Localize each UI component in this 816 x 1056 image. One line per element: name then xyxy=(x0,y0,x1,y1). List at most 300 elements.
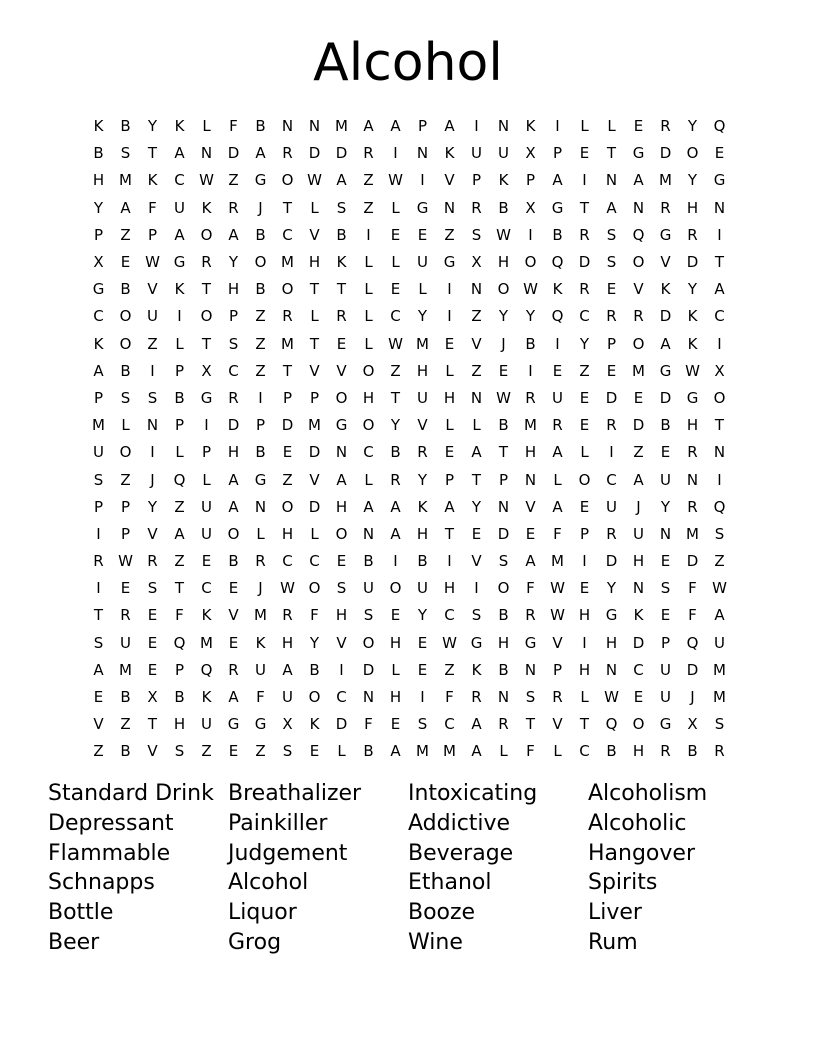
grid-letter: G xyxy=(524,633,537,652)
grid-letter: B xyxy=(120,688,131,707)
grid-letter: M xyxy=(308,416,321,435)
grid-row xyxy=(85,412,733,439)
grid-letter: S xyxy=(471,225,482,244)
grid-letter: V xyxy=(417,416,428,435)
grid-letter: L xyxy=(391,198,400,217)
grid-letter: R xyxy=(525,388,536,407)
grid-letter: R xyxy=(606,524,617,543)
grid-letter: B xyxy=(120,361,131,380)
grid-letter: P xyxy=(309,388,320,407)
grid-letter: Z xyxy=(714,552,725,571)
grid-letter: E xyxy=(417,660,428,679)
grid-letter: T xyxy=(309,280,320,299)
grid-letter: A xyxy=(228,688,239,707)
grid-letter: R xyxy=(579,225,590,244)
grid-letter: P xyxy=(120,524,131,543)
grid-letter: F xyxy=(256,688,265,707)
grid-letter: L xyxy=(175,334,184,353)
grid-letter: Q xyxy=(551,253,564,272)
word-list-item: Addictive xyxy=(408,810,511,836)
grid-letter: N xyxy=(686,470,699,489)
grid-letter: A xyxy=(471,742,482,761)
word-list-item: Ethanol xyxy=(408,870,492,896)
grid-letter: W xyxy=(442,633,457,652)
grid-letter: Z xyxy=(633,443,644,462)
grid-letter: T xyxy=(147,144,158,163)
grid-letter: G xyxy=(713,171,726,190)
grid-letter: N xyxy=(713,198,726,217)
grid-letter: R xyxy=(498,715,509,734)
grid-letter: R xyxy=(228,388,239,407)
grid-letter: I xyxy=(582,633,587,652)
grid-letter: A xyxy=(471,443,482,462)
word-list-item: Liver xyxy=(588,900,642,926)
grid-letter: N xyxy=(362,524,375,543)
grid-letter: I xyxy=(393,552,398,571)
grid-letter: I xyxy=(366,225,371,244)
grid-letter: E xyxy=(282,443,293,462)
grid-letter: Y xyxy=(660,497,671,516)
grid-letter: M xyxy=(551,552,564,571)
grid-letter: U xyxy=(174,198,185,217)
grid-letter: T xyxy=(174,579,185,598)
word-list-item: Schnapps xyxy=(48,870,155,896)
grid-letter: A xyxy=(255,144,266,163)
grid-letter: E xyxy=(579,497,590,516)
grid-letter: P xyxy=(579,524,590,543)
grid-letter: V xyxy=(336,361,347,380)
grid-letter: D xyxy=(362,660,375,679)
grid-letter: G xyxy=(686,388,699,407)
grid-letter: Q xyxy=(173,470,186,489)
grid-row xyxy=(85,140,733,167)
grid-letter: M xyxy=(686,524,699,543)
grid-letter: S xyxy=(714,524,725,543)
grid-letter: Y xyxy=(687,280,698,299)
grid-letter: B xyxy=(390,443,401,462)
grid-letter: V xyxy=(444,171,455,190)
grid-letter: K xyxy=(336,253,347,272)
grid-letter: S xyxy=(147,388,158,407)
grid-letter: V xyxy=(471,334,482,353)
word-list-item: Depressant xyxy=(48,810,174,836)
grid-letter: S xyxy=(174,742,185,761)
grid-letter: R xyxy=(660,198,671,217)
grid-letter: K xyxy=(93,117,104,136)
grid-letter: K xyxy=(525,117,536,136)
grid-letter: W xyxy=(388,171,403,190)
grid-row xyxy=(85,385,733,412)
grid-letter: H xyxy=(362,388,375,407)
grid-letter: P xyxy=(174,660,185,679)
grid-letter: Z xyxy=(255,742,266,761)
grid-letter: D xyxy=(335,715,348,734)
grid-letter: L xyxy=(337,742,346,761)
grid-letter: I xyxy=(420,688,425,707)
grid-letter: B xyxy=(120,742,131,761)
grid-letter: J xyxy=(501,334,506,353)
grid-letter: P xyxy=(660,633,671,652)
grid-letter: O xyxy=(686,144,699,163)
grid-letter: X xyxy=(93,253,104,272)
grid-letter: B xyxy=(660,416,671,435)
grid-letter: N xyxy=(605,171,618,190)
grid-letter: C xyxy=(201,579,212,598)
grid-letter: R xyxy=(147,552,158,571)
grid-letter: Z xyxy=(120,470,131,489)
grid-letter: B xyxy=(174,388,185,407)
grid-letter: H xyxy=(389,688,402,707)
word-list-item: Liquor xyxy=(228,900,297,926)
grid-letter: M xyxy=(200,633,213,652)
grid-letter: D xyxy=(632,633,645,652)
grid-letter: A xyxy=(228,497,239,516)
grid-letter: A xyxy=(336,171,347,190)
grid-letter: V xyxy=(93,715,104,734)
grid-letter: A xyxy=(660,334,671,353)
grid-letter: I xyxy=(582,171,587,190)
grid-letter: K xyxy=(417,497,428,516)
grid-letter: E xyxy=(309,742,320,761)
grid-letter: L xyxy=(580,443,589,462)
word-list-item: Beverage xyxy=(408,840,514,866)
grid-letter: G xyxy=(659,715,672,734)
grid-letter: H xyxy=(173,715,186,734)
grid-letter: W xyxy=(685,361,700,380)
grid-letter: T xyxy=(444,524,455,543)
grid-letter: D xyxy=(686,552,699,571)
grid-letter: A xyxy=(390,497,401,516)
grid-letter: E xyxy=(120,253,131,272)
grid-letter: R xyxy=(606,416,617,435)
grid-letter: M xyxy=(713,688,726,707)
grid-letter: Y xyxy=(390,416,401,435)
grid-letter: L xyxy=(202,470,211,489)
grid-letter: C xyxy=(579,742,590,761)
grid-letter: Y xyxy=(687,171,698,190)
grid-letter: T xyxy=(336,280,347,299)
grid-letter: B xyxy=(498,198,509,217)
grid-letter: V xyxy=(147,280,158,299)
grid-letter: P xyxy=(147,225,158,244)
grid-letter: A xyxy=(552,443,563,462)
grid-letter: I xyxy=(528,361,533,380)
grid-letter: A xyxy=(633,470,644,489)
grid-letter: O xyxy=(632,334,645,353)
grid-letter: I xyxy=(150,443,155,462)
grid-letter: D xyxy=(632,416,645,435)
grid-letter: Y xyxy=(606,579,617,598)
grid-letter: C xyxy=(390,307,401,326)
grid-letter: G xyxy=(659,361,672,380)
grid-letter: U xyxy=(201,497,212,516)
grid-letter: E xyxy=(390,715,401,734)
grid-letter: Q xyxy=(200,660,213,679)
grid-letter: P xyxy=(525,171,536,190)
grid-letter: C xyxy=(336,688,347,707)
grid-letter: S xyxy=(228,334,239,353)
grid-letter: Y xyxy=(417,307,428,326)
grid-letter: W xyxy=(307,171,322,190)
grid-letter: T xyxy=(147,715,158,734)
grid-letter: Z xyxy=(255,334,266,353)
grid-letter: H xyxy=(281,524,294,543)
grid-letter: H xyxy=(686,198,699,217)
grid-letter: N xyxy=(497,117,510,136)
grid-letter: R xyxy=(228,660,239,679)
grid-letter: M xyxy=(443,742,456,761)
grid-letter: Z xyxy=(120,715,131,734)
grid-letter: I xyxy=(204,416,209,435)
grid-letter: D xyxy=(659,307,672,326)
grid-letter: Z xyxy=(390,361,401,380)
word-list-item: Breathalizer xyxy=(228,781,362,806)
grid-letter: Q xyxy=(713,497,726,516)
grid-letter: O xyxy=(713,388,726,407)
grid-letter: G xyxy=(416,198,429,217)
grid-letter: W xyxy=(712,579,727,598)
grid-letter: K xyxy=(147,171,158,190)
grid-letter: N xyxy=(362,688,375,707)
grid-letter: P xyxy=(201,443,212,462)
grid-letter: L xyxy=(580,688,589,707)
grid-letter: A xyxy=(444,497,455,516)
grid-letter: E xyxy=(228,579,239,598)
grid-letter: Z xyxy=(363,198,374,217)
grid-letter: B xyxy=(552,225,563,244)
grid-letter: E xyxy=(714,144,725,163)
grid-letter: U xyxy=(201,524,212,543)
grid-letter: R xyxy=(120,606,131,625)
grid-letter: L xyxy=(364,307,373,326)
grid-letter: K xyxy=(93,334,104,353)
grid-letter: H xyxy=(281,633,294,652)
grid-letter: S xyxy=(660,579,671,598)
grid-letter: O xyxy=(497,280,510,299)
grid-letter: V xyxy=(552,633,563,652)
grid-letter: P xyxy=(93,388,104,407)
grid-letter: L xyxy=(202,117,211,136)
grid-letter: K xyxy=(498,171,509,190)
grid-letter: F xyxy=(229,117,238,136)
grid-letter: N xyxy=(632,198,645,217)
grid-letter: H xyxy=(335,606,348,625)
grid-letter: A xyxy=(363,497,374,516)
grid-letter: G xyxy=(200,388,213,407)
grid-letter: T xyxy=(282,361,293,380)
grid-letter: O xyxy=(632,715,645,734)
grid-letter: V xyxy=(552,715,563,734)
grid-letter: D xyxy=(308,497,321,516)
grid-letter: S xyxy=(363,606,374,625)
grid-letter: E xyxy=(633,117,644,136)
grid-letter: A xyxy=(336,470,347,489)
grid-letter: T xyxy=(606,144,617,163)
grid-letter: D xyxy=(227,144,240,163)
word-list-item: Alcohol xyxy=(228,870,309,896)
grid-letter: H xyxy=(416,361,429,380)
grid-letter: Q xyxy=(551,307,564,326)
grid-letter: R xyxy=(471,688,482,707)
word-list-item: Alcoholism xyxy=(588,781,708,806)
word-list-item: Bottle xyxy=(48,900,114,926)
grid-letter: E xyxy=(417,225,428,244)
grid-letter: O xyxy=(119,443,132,462)
grid-letter: I xyxy=(447,552,452,571)
grid-letter: U xyxy=(93,443,104,462)
grid-letter: A xyxy=(714,606,725,625)
grid-letter: N xyxy=(146,416,159,435)
grid-letter: O xyxy=(362,361,375,380)
grid-letter: K xyxy=(687,307,698,326)
grid-letter: O xyxy=(281,171,294,190)
grid-letter: O xyxy=(335,524,348,543)
word-list-item: Hangover xyxy=(588,840,695,866)
grid-letter: U xyxy=(417,579,428,598)
grid-letter: V xyxy=(309,225,320,244)
grid-letter: A xyxy=(93,361,104,380)
grid-letter: W xyxy=(496,388,511,407)
grid-letter: H xyxy=(524,443,537,462)
word-list-item: Flammable xyxy=(48,840,171,866)
grid-letter: Z xyxy=(444,225,455,244)
grid-letter: E xyxy=(120,579,131,598)
grid-letter: Y xyxy=(417,606,428,625)
grid-letter: N xyxy=(416,144,429,163)
grid-row xyxy=(85,167,733,194)
grid-row xyxy=(85,303,733,330)
grid-letter: D xyxy=(605,388,618,407)
grid-letter: T xyxy=(471,470,482,489)
grid-letter: K xyxy=(633,606,644,625)
grid-letter: C xyxy=(444,606,455,625)
grid-letter: E xyxy=(390,225,401,244)
grid-letter: H xyxy=(497,633,510,652)
grid-letter: D xyxy=(686,253,699,272)
grid-letter: S xyxy=(93,470,104,489)
grid-letter: I xyxy=(339,660,344,679)
grid-letter: N xyxy=(470,280,483,299)
grid-letter: U xyxy=(201,715,212,734)
grid-letter: H xyxy=(308,253,321,272)
grid-letter: V xyxy=(309,470,320,489)
grid-letter: E xyxy=(606,361,617,380)
grid-letter: X xyxy=(201,361,212,380)
grid-letter: E xyxy=(147,660,158,679)
grid-letter: E xyxy=(579,416,590,435)
grid-letter: J xyxy=(258,579,263,598)
grid-letter: O xyxy=(119,307,132,326)
grid-letter: O xyxy=(632,253,645,272)
grid-letter: Y xyxy=(147,497,158,516)
grid-letter: U xyxy=(498,144,509,163)
grid-letter: E xyxy=(579,388,590,407)
grid-letter: F xyxy=(688,606,697,625)
grid-letter: F xyxy=(310,606,319,625)
grid-row xyxy=(85,113,733,140)
grid-letter: R xyxy=(417,443,428,462)
grid-letter: G xyxy=(605,606,618,625)
grid-letter: C xyxy=(633,660,644,679)
grid-row xyxy=(85,575,733,602)
word-list-item: Alcoholic xyxy=(588,810,687,836)
grid-row xyxy=(85,521,733,548)
grid-letter: D xyxy=(659,388,672,407)
grid-letter: G xyxy=(443,253,456,272)
grid-letter: J xyxy=(150,470,155,489)
grid-letter: H xyxy=(389,633,402,652)
grid-letter: L xyxy=(175,443,184,462)
grid-letter: U xyxy=(147,307,158,326)
grid-letter: Z xyxy=(255,307,266,326)
grid-letter: B xyxy=(120,280,131,299)
grid-letter: N xyxy=(281,117,294,136)
grid-letter: M xyxy=(416,334,429,353)
grid-letter: Z xyxy=(228,171,239,190)
grid-letter: V xyxy=(660,253,671,272)
grid-letter: O xyxy=(281,280,294,299)
grid-letter: E xyxy=(444,334,455,353)
grid-letter: A xyxy=(606,198,617,217)
grid-letter: T xyxy=(714,253,725,272)
grid-letter: E xyxy=(390,606,401,625)
grid-letter: B xyxy=(255,280,266,299)
grid-letter: Q xyxy=(713,117,726,136)
grid-letter: G xyxy=(470,633,483,652)
grid-letter: K xyxy=(201,688,212,707)
grid-letter: Q xyxy=(605,715,618,734)
grid-letter: P xyxy=(174,361,185,380)
grid-letter: O xyxy=(308,579,321,598)
grid-letter: A xyxy=(120,198,131,217)
grid-letter: Z xyxy=(579,361,590,380)
grid-letter: Z xyxy=(363,171,374,190)
grid-letter: C xyxy=(174,171,185,190)
grid-letter: Z xyxy=(444,660,455,679)
grid-letter: R xyxy=(282,606,293,625)
grid-row xyxy=(85,331,733,358)
grid-letter: R xyxy=(525,606,536,625)
grid-row xyxy=(85,439,733,466)
grid-letter: N xyxy=(200,144,213,163)
grid-letter: T xyxy=(579,198,590,217)
grid-letter: L xyxy=(499,742,508,761)
grid-letter: A xyxy=(282,660,293,679)
grid-letter: G xyxy=(335,416,348,435)
grid-letter: F xyxy=(148,198,157,217)
grid-letter: K xyxy=(255,633,266,652)
grid-letter: P xyxy=(552,144,563,163)
word-list-item: Rum xyxy=(588,929,638,955)
grid-letter: F xyxy=(526,742,535,761)
grid-letter: C xyxy=(282,552,293,571)
grid-letter: U xyxy=(660,688,671,707)
grid-letter: T xyxy=(579,715,590,734)
grid-letter: K xyxy=(309,715,320,734)
grid-letter: E xyxy=(579,144,590,163)
grid-letter: P xyxy=(498,470,509,489)
grid-letter: R xyxy=(714,742,725,761)
letter-grid xyxy=(85,113,733,766)
grid-letter: C xyxy=(363,443,374,462)
grid-letter: Z xyxy=(174,497,185,516)
grid-letter: A xyxy=(174,524,185,543)
grid-letter: J xyxy=(636,497,641,516)
grid-letter: O xyxy=(362,416,375,435)
page-title: Alcohol xyxy=(313,33,503,93)
grid-letter: R xyxy=(336,307,347,326)
grid-letter: C xyxy=(714,307,725,326)
